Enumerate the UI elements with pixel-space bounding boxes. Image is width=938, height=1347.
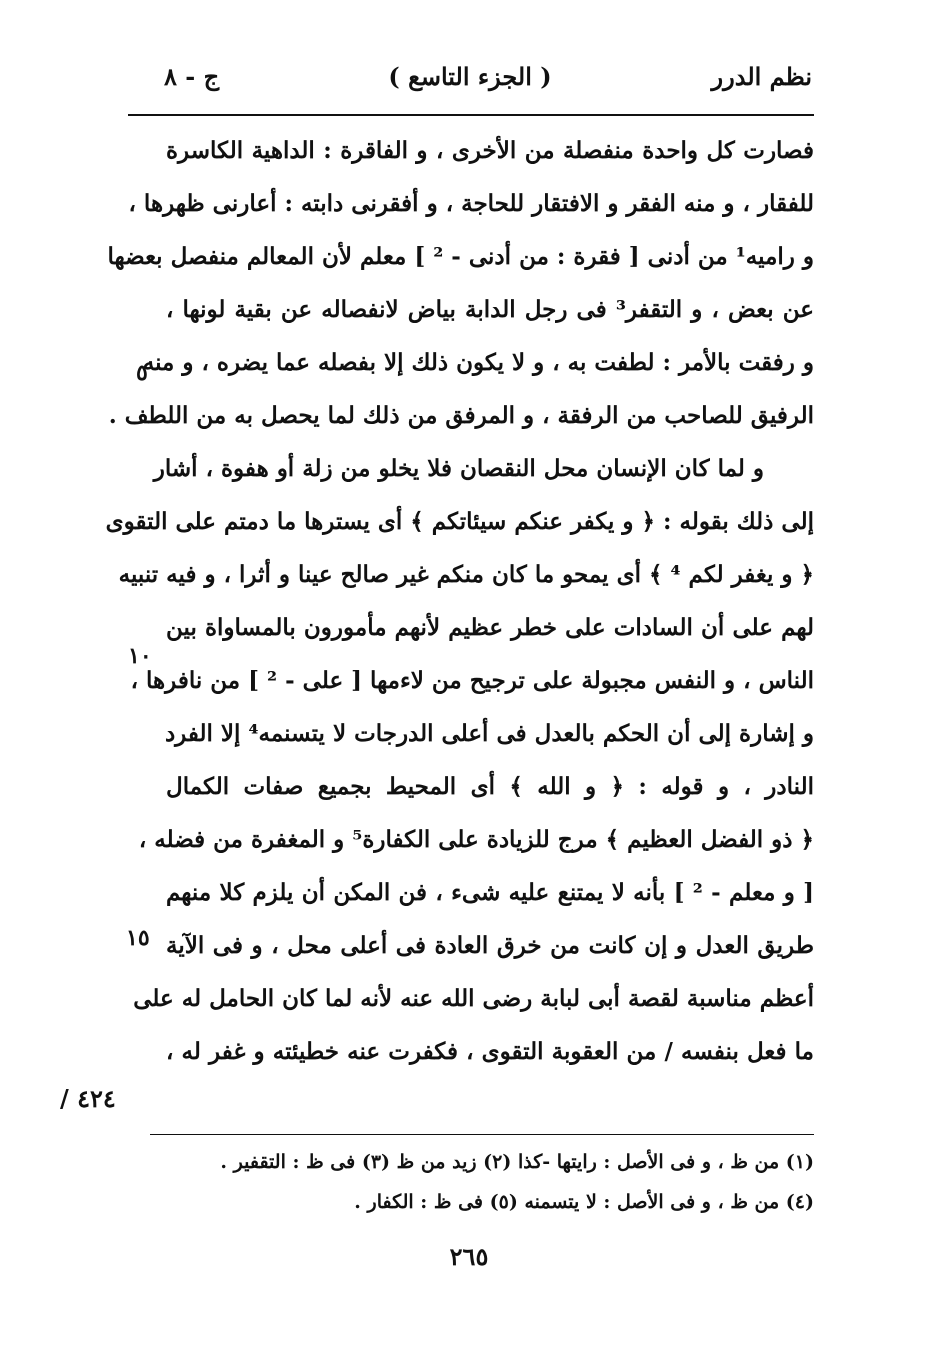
line-number-5: ٥ (136, 360, 148, 386)
text-line: ما فعل بنفسه / من العقوبة التقوى ، فكفرت عنه خطيئته و غفر له ، (166, 1038, 814, 1065)
text-line: و لما كان الإنسان محل النقصان فلا يخلو من زلة أو هفوة ، أشار (153, 455, 764, 482)
footnote-line: (١) من ظ ، و فى الأصل : رايتها -كذا (٢) زيد من ظ (٣) فى ظ : التقفير . (220, 1151, 814, 1173)
page-number: ٢٦٥ (449, 1242, 489, 1271)
line-number-15: ١٥ (126, 925, 150, 951)
footnote-line: (٤) من ظ ، و فى الأصل : لا يتسمنه (٥) فى ظ : الكفار . (354, 1191, 814, 1213)
text-line: النادر ، و قوله : ﴿ و الله ﴾ أى المحيط بجميع صفات الكمال (166, 773, 814, 800)
line-number-10: ١٠ (128, 643, 152, 669)
text-line: أعظم مناسبة لقصة أبى لبابة رضى الله عنه لأنه لما كان الحامل له على (133, 985, 814, 1012)
header-rule (128, 114, 814, 116)
text-line: إلى ذلك بقوله : ﴿ و يكفر عنكم سيئاتكم ﴾ أى يسترها ما دمتم على التقوى (105, 508, 814, 535)
footnotes (150, 1142, 814, 1222)
text-line: عن بعض ، و التقفر³ فى رجل الدابة بياض لانفصاله عن بقية لونها ، (166, 296, 814, 323)
text-line: الرفيق للصاحب من الرفقة ، و المرفق من ذلك لما يحصل به من اللطف . (108, 402, 814, 429)
text-line: و إشارة إلى أن الحكم بالعدل فى أعلى الدرجات لا يتسنمه⁴ إلا الفرد (164, 720, 814, 747)
text-line: [ و معلم - ² ] بأنه لا يمتنع عليه شىء ، فن المكن أن يلزم كلا منهم (166, 879, 814, 906)
text-line: طريق العدل و إن كانت من خرق العادة فى أعلى محل ، و فى الآية (166, 932, 814, 959)
book-title: نظم الدرر (711, 62, 812, 91)
text-line: لهم على أن السادات على خطر عظيم لأنهم مأمورون بالمساواة بين (166, 614, 814, 641)
text-line: الناس ، و النفس مجبولة على ترجيح من لاءمها [ على - ² ] من نافرها ، (130, 667, 814, 694)
volume-label: ج - ٨ (164, 62, 220, 91)
text-line: و راميه¹ من أدنى [ فقرة : من أدنى - ² ] معلم لأن المعالم منفصل بعضها (107, 243, 814, 270)
running-header (128, 56, 812, 100)
text-line: ﴿ و يغفر لكم ⁴ ﴾ أى يمحو ما كان منكم غير صالح عينا و أثرا ، و فيه تنبيه (118, 561, 814, 588)
text-line: ﴿ ذو الفضل العظيم ﴾ مرج للزيادة على الكفارة⁵ و المغفرة من فضله ، (138, 826, 814, 853)
text-line: و رفقت بالأمر : لطفت به ، و لا يكون ذلك إلا بفصله عما يضره ، و منه (142, 349, 814, 376)
part-label: ( الجزء التاسع ) (388, 62, 552, 91)
text-line: فصارت كل واحدة منفصلة من الأخرى ، و الفاقرة : الداهية الكاسرة (166, 137, 814, 164)
manuscript-page-ref: / ٤٢٤ (60, 1084, 116, 1113)
footnote-rule (150, 1134, 814, 1135)
text-line: للفقار ، و منه الفقر و الافتقار للحاجة ، و أفقرنى دابته : أعارنى ظهرها ، (128, 190, 814, 217)
